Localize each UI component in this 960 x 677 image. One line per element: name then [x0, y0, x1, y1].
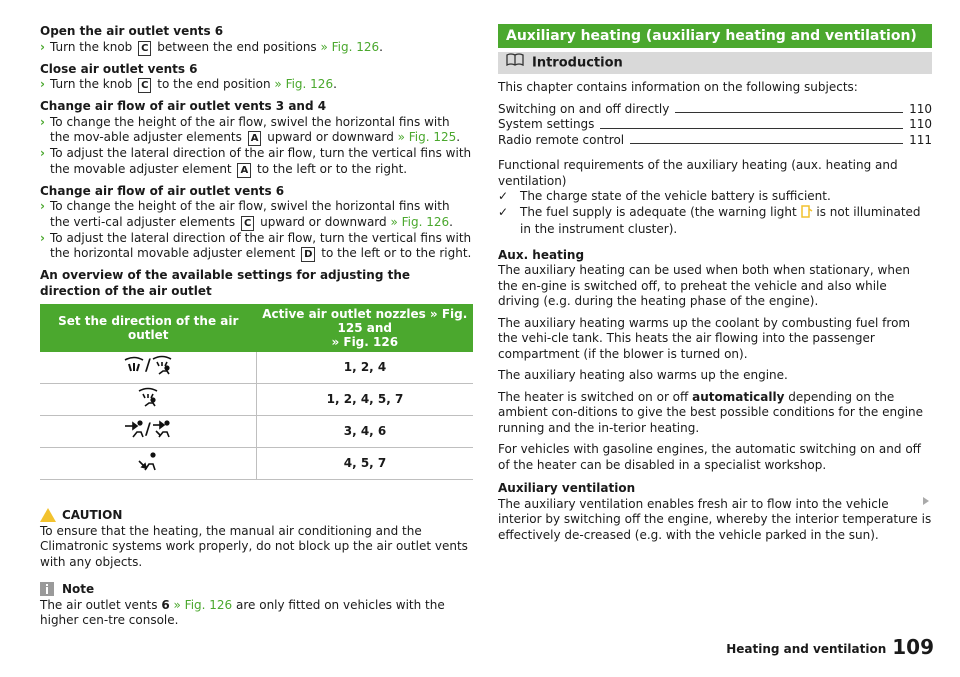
nozzles-cell: 1, 2, 4	[257, 352, 474, 384]
caution-text: To ensure that the heating, the manual air conditioning and the Climatronic systems work properly, do not block up the air outlet vents with any objects.	[40, 523, 468, 569]
column-header: Set the direction of the air outlet	[40, 304, 257, 352]
face-vent-icon	[125, 421, 143, 437]
windscreen-person-icon	[139, 389, 157, 407]
note-heading: Note	[40, 582, 473, 598]
windscreen-vent-icon	[125, 358, 143, 372]
page-number: 109	[892, 635, 934, 659]
introduction-heading: Introduction	[498, 52, 932, 74]
page-footer	[726, 637, 934, 657]
section-title: Auxiliary ventilation	[498, 481, 636, 495]
instruction-step: › To change the height of the air flow, swivel the horizontal fins with the verti-cal adjuster elements C upward or downward » Fig. 126.	[40, 199, 453, 229]
instruction-step: › To adjust the lateral direction of the air flow, turn the vertical fins with the horizontal movable adjuster element D to the left or to the right.	[40, 230, 472, 260]
caution-block	[40, 508, 473, 570]
arrow-right-icon: ›	[40, 39, 45, 54]
table-caption: An overview of the available settings for adjusting the direction of the air outlet	[40, 268, 411, 298]
left-column	[40, 24, 473, 629]
instruction-step: › Turn the knob C to the end position » Fig. 126.	[40, 77, 337, 91]
figure-link[interactable]: » Fig. 126	[320, 39, 380, 54]
toc-entry[interactable]: Switching on and off directly 110	[498, 101, 932, 116]
table-of-contents	[498, 102, 932, 149]
section-title: Change air flow of air outlet vents 6	[40, 183, 285, 198]
nozzles-cell: 4, 5, 7	[257, 448, 474, 480]
figure-link[interactable]: » Fig. 126	[274, 77, 334, 91]
paragraph: The auxiliary ventilation enables fresh air to flow into the vehicle interior by switching off the engine, whereby the interior temperature is effectively de-creased (e.g. with the vehicle parked in the sun).	[498, 496, 932, 542]
chapter-banner: Auxiliary heating (auxiliary heating and ventilation)	[498, 24, 932, 48]
warning-triangle-icon	[40, 508, 56, 527]
section-title: Open the air outlet vents 6	[40, 24, 224, 38]
arrow-right-icon: ›	[40, 230, 45, 245]
intro-text: This chapter contains information on the following subjects:	[498, 80, 858, 94]
key-label: C	[138, 78, 151, 93]
paragraph: The auxiliary heating warms up the coolant by combusting fuel from the vehi-cle tank. This heats the air flowing into the passenger compartment (if the blower is turned on).	[498, 315, 911, 361]
key-label: D	[301, 247, 315, 262]
svg-text:/: /	[145, 355, 151, 375]
direction-cell	[40, 384, 257, 416]
arrow-right-icon: ›	[40, 199, 45, 213]
column-header: Active air outlet nozzles » Fig. 125 and » Fig. 126	[257, 304, 474, 352]
continue-arrow-icon	[921, 495, 931, 511]
section-title: Close air outlet vents 6	[40, 61, 198, 76]
direction-cell	[40, 448, 257, 480]
warning-light-icon	[801, 205, 813, 223]
checklist-item: ✓ The charge state of the vehicle battery is sufficient.	[498, 189, 831, 203]
section-title: Change air flow of air outlet vents 3 and 4	[40, 99, 327, 113]
checklist-item: ✓ The fuel supply is adequate (the warning light is not illuminated in the instrument cluster).	[498, 204, 921, 236]
requirements-text: Functional requirements of the auxiliary heating (aux. heating and ventilation)	[498, 158, 898, 188]
info-icon	[40, 582, 54, 601]
svg-text:/: /	[145, 419, 151, 439]
instruction-step: › Turn the knob C between the end positions » Fig. 126.	[40, 39, 383, 54]
note-text: The air outlet vents 6 » Fig. 126 are only fitted on vehicles with the higher cen-tre console.	[40, 597, 445, 627]
nozzles-cell: 3, 4, 6	[257, 416, 474, 448]
footer-section-title: Heating and ventilation	[726, 641, 887, 656]
table-row	[40, 448, 473, 480]
paragraph: The auxiliary heating can be used when both when stationary, when the en-gine is switched off, to preheat the vehicle and also while driving (e.g. during the heating phase of the engine).	[498, 263, 910, 308]
right-column	[498, 24, 932, 543]
note-block	[40, 582, 473, 629]
section-title: Aux. heating	[498, 247, 585, 262]
face-feet-vent-icon	[153, 421, 169, 437]
nozzles-cell: 1, 2, 4, 5, 7	[257, 384, 474, 416]
figure-link[interactable]: » Fig. 126	[173, 597, 233, 612]
air-outlet-table	[40, 304, 473, 480]
arrow-right-icon: ›	[40, 77, 45, 91]
toc-entry[interactable]: Radio remote control 111	[498, 132, 932, 147]
figure-link[interactable]: » Fig. 125	[337, 307, 468, 335]
caution-heading: CAUTION	[40, 508, 473, 524]
instruction-step: › To adjust the lateral direction of the air flow, turn the vertical fins with the movable adjuster element A to the left or to the right.	[40, 146, 472, 176]
direction-cell	[40, 352, 257, 384]
arrow-right-icon: ›	[40, 114, 45, 129]
table-row	[40, 416, 473, 448]
windscreen-person-icon	[153, 357, 171, 375]
feet-vent-icon	[139, 453, 155, 470]
table-header-row	[40, 304, 473, 352]
book-icon	[506, 52, 524, 74]
key-label: C	[241, 216, 254, 231]
direction-cell	[40, 416, 257, 448]
arrow-right-icon: ›	[40, 146, 45, 160]
paragraph: For vehicles with gasoline engines, the automatic switching on and off of the heater can be disabled in a specialist workshop.	[498, 442, 921, 472]
figure-link[interactable]: » Fig. 126	[390, 214, 450, 229]
paragraph: The heater is switched on or off automatically depending on the ambient con-ditions to give the best possible conditions for the engine running and the in-terior heating.	[498, 389, 924, 435]
figure-link[interactable]: » Fig. 126	[331, 335, 399, 349]
checkmark-icon: ✓	[498, 204, 509, 219]
key-label: A	[248, 131, 262, 146]
table-row	[40, 384, 473, 416]
table-row	[40, 352, 473, 384]
paragraph: The auxiliary heating also warms up the engine.	[498, 368, 788, 382]
figure-link[interactable]: » Fig. 125	[397, 130, 457, 144]
instruction-step: › To change the height of the air flow, swivel the horizontal fins with the mov-able adjuster elements A upward or downward » Fig. 125.	[40, 114, 461, 144]
key-label: A	[237, 163, 251, 178]
key-label: C	[138, 41, 151, 56]
toc-entry[interactable]: System settings 110	[498, 117, 932, 131]
checkmark-icon: ✓	[498, 189, 509, 203]
